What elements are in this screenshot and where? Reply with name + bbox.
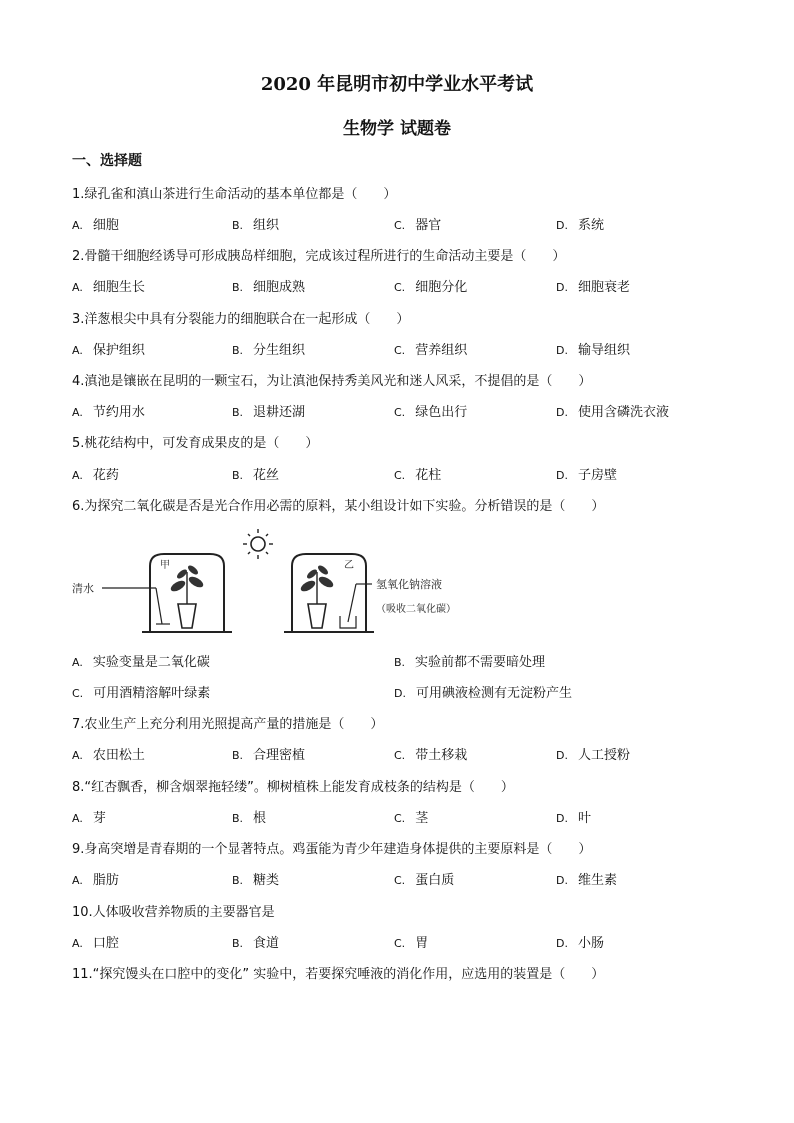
option-a: A. 农田松土 bbox=[72, 748, 145, 763]
question-3: 3.洋葱根尖中具有分裂能力的细胞联合在一起形成（ ） bbox=[72, 312, 410, 327]
option-b: B. 退耕还湖 bbox=[232, 405, 306, 420]
options-7 bbox=[72, 744, 732, 762]
option-d: D. 细胞衰老 bbox=[556, 280, 630, 295]
option-c: C. 花柱 bbox=[394, 468, 442, 483]
options-6-row2 bbox=[72, 682, 732, 700]
option-a: A. 节约用水 bbox=[72, 405, 145, 420]
option-d: D. 输导组织 bbox=[556, 343, 630, 358]
options-9 bbox=[72, 869, 732, 887]
question-9: 9.身高突增是青春期的一个显著特点。鸡蛋能为青少年建造身体提供的主要原料是（ ） bbox=[72, 842, 592, 857]
options-3 bbox=[72, 339, 732, 357]
option-d: D. 系统 bbox=[556, 218, 604, 233]
exam-subtitle: 生物学 试题卷 bbox=[343, 119, 451, 139]
option-b: B. 糖类 bbox=[232, 873, 280, 888]
option-b: B. 食道 bbox=[232, 936, 280, 951]
option-d: D. 子房壁 bbox=[556, 468, 617, 483]
option-d: D. 维生素 bbox=[556, 873, 617, 888]
option-c: C. 可用酒精溶解叶绿素 bbox=[72, 686, 211, 701]
option-d: D. 小肠 bbox=[556, 936, 604, 951]
options-10 bbox=[72, 932, 732, 950]
section-heading: 一、选择题 bbox=[72, 153, 142, 169]
option-a: A. 细胞 bbox=[72, 218, 119, 233]
option-b: B. 分生组织 bbox=[232, 343, 306, 358]
exam-title: 2020 年昆明市初中学业水平考试 bbox=[260, 74, 534, 95]
options-4 bbox=[72, 401, 732, 419]
question-11: 11.“探究馒头在口腔中的变化” 实验中，若要探究唾液的消化作用，应选用的装置是（ ） bbox=[72, 967, 605, 982]
option-c: C. 蛋白质 bbox=[394, 873, 455, 888]
bell-jar-b bbox=[284, 554, 374, 632]
label-right-2: （吸收二氧化碳） bbox=[376, 604, 456, 615]
option-d: D. 叶 bbox=[556, 811, 591, 826]
options-6-row1 bbox=[72, 651, 732, 669]
option-b: B. 花丝 bbox=[232, 468, 280, 483]
option-c: C. 茎 bbox=[394, 811, 429, 826]
option-a: A. 脂肪 bbox=[72, 873, 119, 888]
option-d: D. 可用碘液检测有无淀粉产生 bbox=[394, 686, 572, 701]
option-a: A. 口腔 bbox=[72, 936, 119, 951]
option-d: D. 使用含磷洗衣液 bbox=[556, 405, 669, 420]
option-c: C. 绿色出行 bbox=[394, 405, 468, 420]
label-left: 清水 bbox=[72, 582, 94, 595]
question-2: 2.骨髓干细胞经诱导可形成胰岛样细胞，完成该过程所进行的生命活动主要是（ ） bbox=[72, 249, 566, 264]
option-a: A. 芽 bbox=[72, 811, 106, 826]
question-7: 7.农业生产上充分利用光照提高产量的措施是（ ） bbox=[72, 717, 384, 732]
option-b: B. 根 bbox=[232, 811, 267, 826]
option-c: C. 细胞分化 bbox=[394, 280, 468, 295]
option-a: A. 细胞生长 bbox=[72, 280, 145, 295]
option-c: C. 带土移栽 bbox=[394, 748, 468, 763]
question-6: 6.为探究二氧化碳是否是光合作用必需的原料，某小组设计如下实验。分析错误的是（ ） bbox=[72, 499, 605, 514]
sun-icon bbox=[243, 529, 273, 559]
question-1: 1.绿孔雀和滇山茶进行生命活动的基本单位都是（ ） bbox=[72, 187, 397, 202]
label-right-1: 氢氧化钠溶液 bbox=[376, 578, 442, 591]
option-a: A. 花药 bbox=[72, 468, 119, 483]
options-5 bbox=[72, 464, 732, 482]
options-8 bbox=[72, 807, 732, 825]
label-jar-b: 乙 bbox=[344, 560, 354, 571]
question-4: 4.滇池是镶嵌在昆明的一颗宝石，为让滇池保持秀美风光和迷人风采，不提倡的是（ ） bbox=[72, 374, 592, 389]
option-b: B. 细胞成熟 bbox=[232, 280, 306, 295]
option-d: D. 人工授粉 bbox=[556, 748, 630, 763]
option-a: A. 保护组织 bbox=[72, 343, 145, 358]
option-b: B. 实验前都不需要暗处理 bbox=[394, 655, 546, 670]
options-2 bbox=[72, 276, 732, 294]
option-a: A. 实验变量是二氧化碳 bbox=[72, 655, 210, 670]
option-c: C. 营养组织 bbox=[394, 343, 468, 358]
options-1 bbox=[72, 214, 732, 232]
bell-jar-a bbox=[142, 554, 232, 632]
question-5: 5.桃花结构中，可发育成果皮的是（ ） bbox=[72, 436, 319, 451]
option-b: B. 合理密植 bbox=[232, 748, 306, 763]
option-b: B. 组织 bbox=[232, 218, 280, 233]
label-jar-a: 甲 bbox=[160, 560, 170, 571]
option-c: C. 器官 bbox=[394, 218, 442, 233]
question-8: 8.“红杏飘香，柳含烟翠拖轻缕”。柳树植株上能发育成枝条的结构是（ ） bbox=[72, 780, 514, 795]
question-10: 10.人体吸收营养物质的主要器官是 bbox=[72, 905, 275, 920]
option-c: C. 胃 bbox=[394, 936, 429, 951]
experiment-figure bbox=[72, 524, 512, 634]
